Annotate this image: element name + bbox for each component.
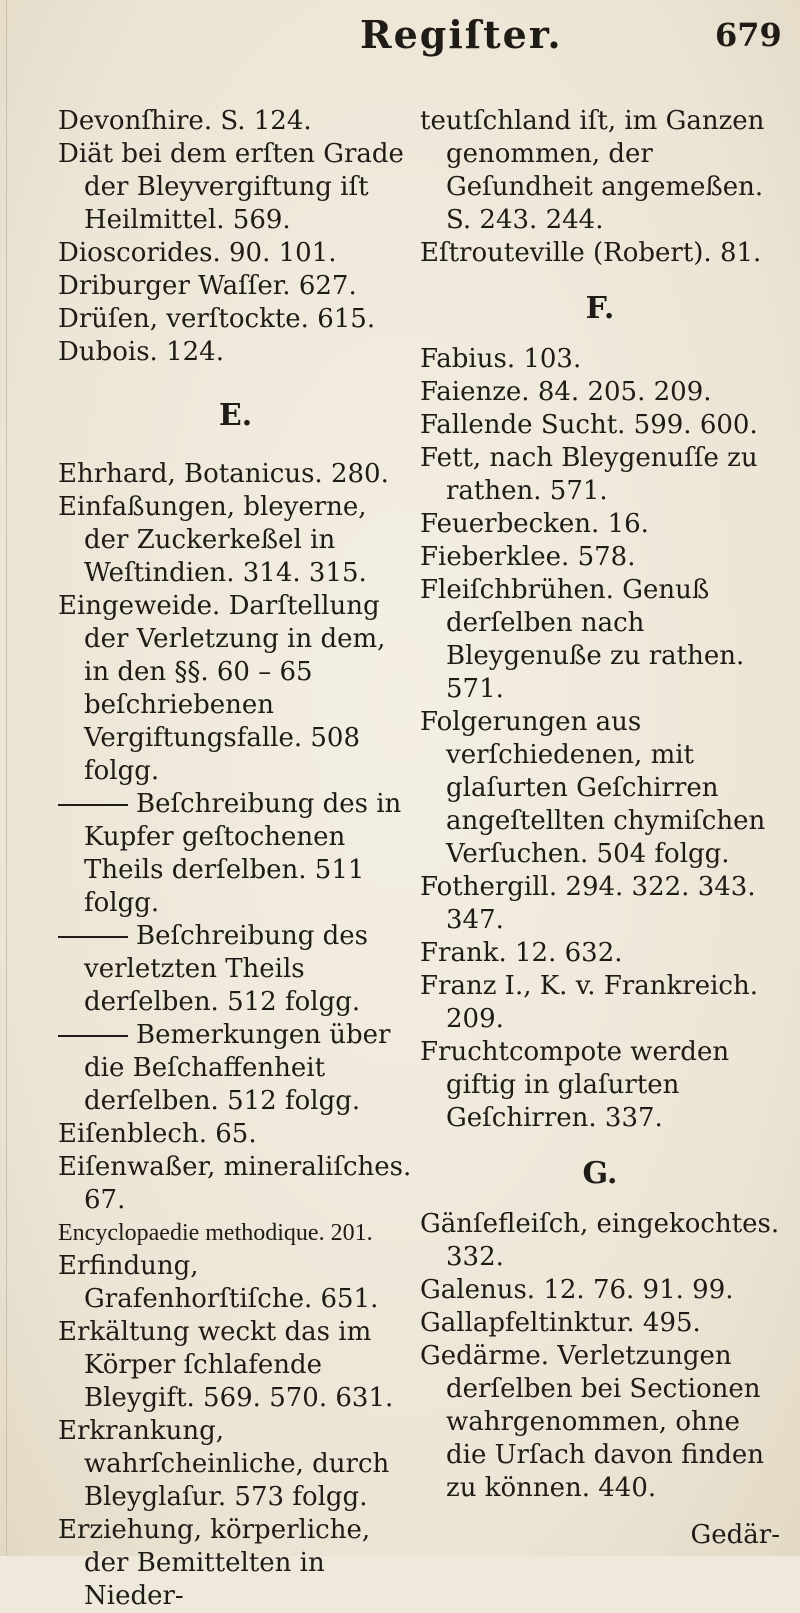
index-entry: Eiſenblech. 65. (58, 1119, 257, 1149)
sub-entry (58, 920, 413, 1019)
index-entry: Fruchtcompote werden giftig in glaſurten Geſchirren. 337. (420, 1037, 730, 1133)
index-entry: Franz I., K. v. Frankreich. 209. (420, 971, 758, 1034)
running-title: Regiſter. (360, 12, 563, 57)
sub-entry (58, 1019, 413, 1118)
sub-entry-text: Beſchreibung des in Kupfer geſtochenen Theils derſelben. 511 folgg. (84, 789, 402, 918)
section-letter-g: G. (582, 1156, 618, 1191)
sub-entry-text: Beſchreibung des verletzten Theils derſelben. 512 folgg. (84, 921, 368, 1017)
left-column (58, 105, 413, 1613)
page-header (0, 10, 800, 60)
index-entry: Frank. 12. 632. (420, 938, 623, 968)
index-entry: Feuerbecken. 16. (420, 509, 649, 539)
section-letter-f: F. (585, 291, 615, 326)
index-entry: Erfindung, Grafenhorſtiſche. 651. (58, 1251, 379, 1314)
index-entry: Gänſefleiſch, eingekochtes. 332. (420, 1209, 780, 1272)
repeat-dash (58, 804, 128, 806)
right-column (420, 105, 780, 1552)
index-entry: Galenus. 12. 76. 91. 99. (420, 1275, 734, 1305)
sub-entry (58, 788, 413, 920)
index-entry: Einfaßungen, bleyerne, der Zuckerkeßel in Weſtindien. 314. 315. (58, 492, 367, 588)
index-entry: Fothergill. 294. 322. 343. 347. (420, 872, 756, 935)
index-entry: Erziehung, körperliche, der Bemittelten in Nieder- (58, 1515, 371, 1611)
catchword: Gedär- (690, 1520, 780, 1550)
index-entry: Folgerungen aus verſchiedenen, mit glaſurten Geſchirren angeſtellten chymiſchen Verſuchen. 504 folgg. (420, 707, 766, 869)
index-entry: Dubois. 124. (58, 337, 224, 367)
index-entry: Eſtrouteville (Robert). 81. (420, 238, 762, 268)
index-entry: Fieberklee. 578. (420, 542, 636, 572)
index-entry: Gedärme. Verletzungen derſelben bei Sectionen wahrgenommen, ohne die Urſach davon finden zu können. 440. (420, 1341, 765, 1503)
index-entry: Fleiſchbrühen. Genuß derſelben nach Bleygenuße zu rathen. 571. (420, 575, 745, 704)
index-entry: Eingeweide. Darſtellung der Verletzung in dem, in den §§. 60 – 65 beſchriebenen Vergiftungsfalle. 508 folgg. (58, 591, 386, 786)
sub-entry-text: Bemerkungen über die Beſchaffenheit derſelben. 512 folgg. (84, 1020, 391, 1116)
index-entry: Fabius. 103. (420, 344, 582, 374)
repeat-dash (58, 936, 128, 938)
index-entry: Diät bei dem erſten Grade der Bleyvergiftung iſt Heilmittel. 569. (58, 139, 404, 235)
index-entry: Eiſenwaßer, mineraliſches. 67. (58, 1152, 412, 1215)
index-entry: Drüſen, verſtockte. 615. (58, 304, 376, 334)
index-entry: Faienze. 84. 205. 209. (420, 377, 712, 407)
index-entry: Devonſhire. S. 124. (58, 106, 312, 136)
index-entry: Erkältung weckt das im Körper ſchlafende Bleygift. 569. 570. 631. (58, 1317, 394, 1413)
index-entry: Erkrankung, wahrſcheinliche, durch Bleyglaſur. 573 folgg. (58, 1416, 390, 1512)
section-letter-e: E. (218, 398, 253, 433)
index-entry: Gallapfeltinktur. 495. (420, 1308, 701, 1338)
page-number: 679 (715, 16, 782, 54)
index-entry: Driburger Waſſer. 627. (58, 271, 357, 301)
repeat-dash (58, 1035, 128, 1037)
index-entry: teutſchland iſt, im Ganzen genommen, der Geſundheit angemeßen. S. 243. 244. (420, 106, 765, 235)
index-entry: Fett, nach Bleygenuſſe zu rathen. 571. (420, 443, 758, 506)
page-edge (6, 0, 7, 1556)
index-entry-latin: Encyclopaedie methodique. 201. (58, 1220, 373, 1246)
index-entry: Ehrhard, Botanicus. 280. (58, 459, 389, 489)
index-entry: Fallende Sucht. 599. 600. (420, 410, 758, 440)
index-entry: Dioscorides. 90. 101. (58, 238, 337, 268)
